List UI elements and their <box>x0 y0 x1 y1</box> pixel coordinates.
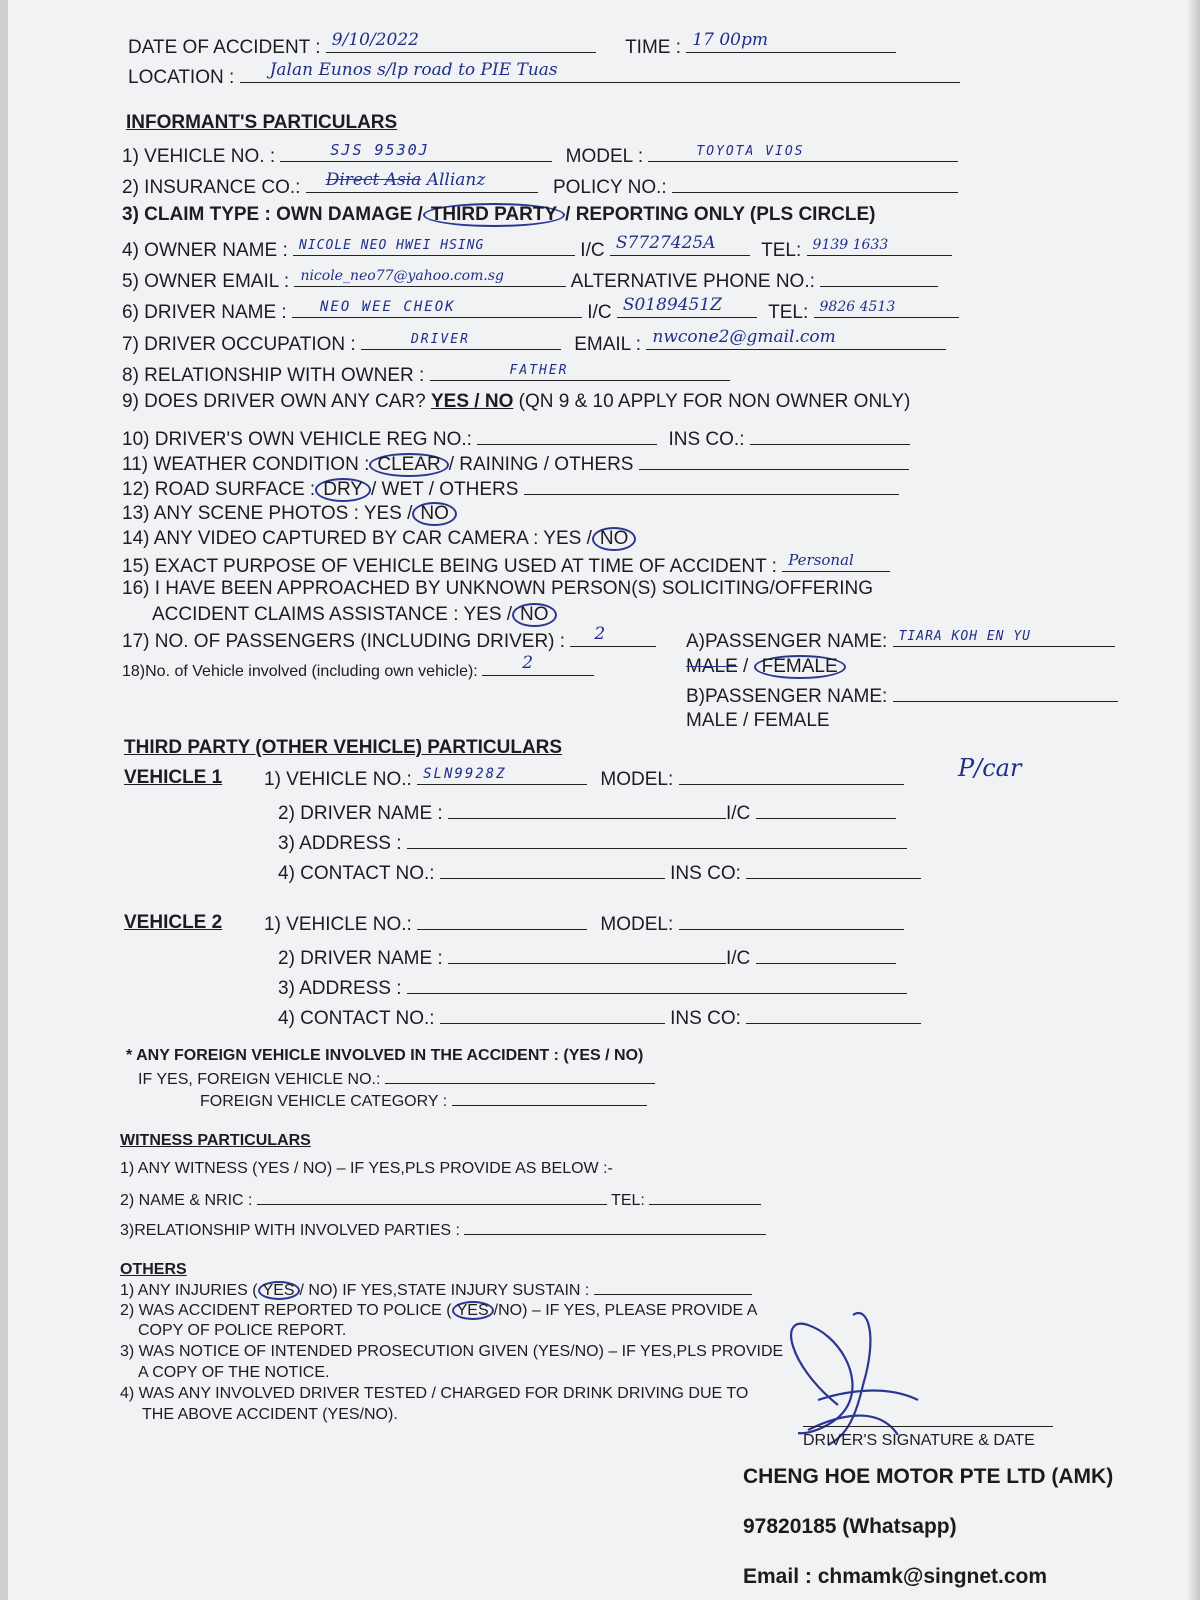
q16-line2: ACCIDENT CLAIMS ASSISTANCE : YES / NO <box>152 603 557 627</box>
passenger-b-gender[interactable]: MALE / FEMALE <box>686 710 830 731</box>
location-field[interactable]: Jalan Eunos s/lp road to PIE Tuas <box>240 64 960 83</box>
others-q3-line2: A COPY OF THE NOTICE. <box>138 1364 330 1381</box>
driver-name-field[interactable]: NEO WEE CHEOK <box>292 299 582 318</box>
others-heading: OTHERS <box>120 1261 187 1278</box>
vehicle2-address-row: 3) ADDRESS : <box>278 975 907 1000</box>
vehicle2-contact-row: 4) CONTACT NO.: INS CO: <box>278 1005 921 1030</box>
date-row: DATE OF ACCIDENT : 9/10/2022 TIME : 17 00pm <box>128 34 896 59</box>
vehicle1-ic-field[interactable] <box>756 800 896 819</box>
owner-email-row: 5) OWNER EMAIL : nicole_neo77@yahoo.com.sg ALTERNATIVE PHONE NO.: <box>122 268 938 293</box>
weather-selected[interactable]: CLEAR <box>369 453 448 477</box>
driver-email-field[interactable]: nwcone2@gmail.com <box>646 331 946 350</box>
road-surface-selected[interactable]: DRY <box>315 478 371 502</box>
others-q4-line2: THE ABOVE ACCIDENT (YES/NO). <box>142 1406 398 1423</box>
driver-row: 6) DRIVER NAME : NEO WEE CHEOK I/C S0189451Z TEL: 9826 4513 <box>122 299 959 324</box>
third-party-heading: THIRD PARTY (OTHER VEHICLE) PARTICULARS <box>124 737 563 758</box>
witness-heading: WITNESS PARTICULARS <box>120 1132 311 1149</box>
time-field[interactable]: 17 00pm <box>686 34 896 53</box>
date-field[interactable]: 9/10/2022 <box>326 34 596 53</box>
vehicle2-address-field[interactable] <box>407 975 907 994</box>
occupation-field[interactable]: DRIVER <box>361 331 561 350</box>
vehicle1-address-row: 3) ADDRESS : <box>278 830 907 855</box>
q15-row: 15) EXACT PURPOSE OF VEHICLE BEING USED AT TIME OF ACCIDENT : Personal <box>122 553 890 578</box>
claim-type-row: 3) CLAIM TYPE : OWN DAMAGE / THIRD PARTY / REPORTING ONLY (PLS CIRCLE) <box>122 204 876 225</box>
insurance-row: 2) INSURANCE CO.: Direct Asia Allianz POLICY NO.: <box>122 174 958 199</box>
purpose-field[interactable]: Personal <box>782 553 890 572</box>
vehicle2-contact-field[interactable] <box>440 1005 665 1024</box>
others-q2-line2: COPY OF POLICE REPORT. <box>138 1322 347 1339</box>
vehicle2-driver-field[interactable] <box>448 945 726 964</box>
vehicle1-no-row: 1) VEHICLE NO.: SLN9928Z MODEL: <box>264 766 904 791</box>
witness-q2-row: 2) NAME & NRIC : TEL: <box>120 1190 761 1210</box>
solicit-selected[interactable]: NO <box>512 603 557 627</box>
vehicle1-driver-row: 2) DRIVER NAME : I/C <box>278 800 896 825</box>
relationship-field[interactable]: FATHER <box>430 362 730 381</box>
location-row: LOCATION : Jalan Eunos s/lp road to PIE Tuas <box>128 64 960 89</box>
signature-label: DRIVER'S SIGNATURE & DATE <box>803 1432 1035 1449</box>
vehicle1-driver-field[interactable] <box>448 800 726 819</box>
video-selected[interactable]: NO <box>592 527 637 551</box>
vehicle1-contact-row: 4) CONTACT NO.: INS CO: <box>278 860 921 885</box>
vehicle-no-field[interactable]: SJS 9530J <box>280 143 552 162</box>
owner-tel-field[interactable]: 9139 1633 <box>807 237 952 256</box>
witness-relationship-field[interactable] <box>464 1220 766 1235</box>
owner-row: 4) OWNER NAME : NICOLE NEO HWEI HSING I/C S7727425A TEL: 9139 1633 <box>122 237 952 262</box>
q17-row: 17) NO. OF PASSENGERS (INCLUDING DRIVER) : 2 <box>122 628 656 653</box>
vehicle2-driver-row: 2) DRIVER NAME : I/C <box>278 945 896 970</box>
owner-ic-field[interactable]: S7727425A <box>610 237 750 256</box>
q14-row: 14) ANY VIDEO CAPTURED BY CAR CAMERA : YES / NO <box>122 527 636 551</box>
company-whatsapp: 97820185 (Whatsapp) <box>743 1515 957 1538</box>
q12-row: 12) ROAD SURFACE : DRY / WET / OTHERS <box>122 476 899 502</box>
foreign-vehicle-no-row: IF YES, FOREIGN VEHICLE NO.: <box>138 1069 655 1089</box>
vehicle2-model-field[interactable] <box>679 911 904 930</box>
foreign-category-row: FOREIGN VEHICLE CATEGORY : <box>200 1091 647 1111</box>
occupation-row: 7) DRIVER OCCUPATION : DRIVER EMAIL : nwcone2@gmail.com <box>122 331 946 356</box>
vehicle1-contact-field[interactable] <box>440 860 665 879</box>
driver-tel-field[interactable]: 9826 4513 <box>814 299 959 318</box>
witness-tel-field[interactable] <box>649 1190 761 1205</box>
vehicle2-no-row: 1) VEHICLE NO.: MODEL: <box>264 911 904 936</box>
foreign-vehicle-no-field[interactable] <box>385 1069 655 1084</box>
foreign-vehicle-question: * ANY FOREIGN VEHICLE INVOLVED IN THE ACCIDENT : (YES / NO) <box>126 1047 644 1064</box>
own-vehicle-reg-field[interactable] <box>477 426 657 445</box>
vehicle1-ins-field[interactable] <box>746 860 921 879</box>
foreign-category-field[interactable] <box>452 1091 647 1106</box>
accident-report-form <box>8 0 1192 1600</box>
injuries-selected[interactable]: YES <box>258 1281 300 1300</box>
vehicle1-address-field[interactable] <box>407 830 907 849</box>
passenger-b-name-field[interactable] <box>893 683 1118 702</box>
relationship-row: 8) RELATIONSHIP WITH OWNER : FATHER <box>122 362 730 387</box>
passenger-a-name-field[interactable]: TIARA KOH EN YU <box>893 628 1115 647</box>
owner-email-field[interactable]: nicole_neo77@yahoo.com.sg <box>294 268 566 287</box>
signature-line <box>803 1426 1053 1427</box>
claim-type-selected[interactable]: THIRD PARTY <box>423 203 565 227</box>
company-name: CHENG HOE MOTOR PTE LTD (AMK) <box>743 1465 1114 1488</box>
vehicle1-label: VEHICLE 1 <box>124 767 223 788</box>
injury-sustain-field[interactable] <box>594 1280 752 1295</box>
company-email: Email : chmamk@singnet.com <box>743 1565 1048 1588</box>
vehicle2-no-field[interactable] <box>417 911 587 930</box>
witness-name-field[interactable] <box>257 1190 607 1205</box>
side-note-handwritten: P/car <box>958 754 1022 782</box>
vehicle1-no-field[interactable]: SLN9928Z <box>417 766 587 785</box>
police-report-selected[interactable]: YES <box>452 1301 494 1320</box>
vehicle2-ic-field[interactable] <box>756 945 896 964</box>
owner-name-field[interactable]: NICOLE NEO HWEI HSING <box>293 237 575 256</box>
vehicles-count-field[interactable]: 2 <box>482 657 594 676</box>
model-field[interactable]: TOYOTA VIOS <box>648 143 958 162</box>
insurance-field[interactable]: Direct Asia Allianz <box>306 174 538 193</box>
q11-row: 11) WEATHER CONDITION : CLEAR / RAINING / OTHERS <box>122 451 909 477</box>
informant-heading: INFORMANT'S PARTICULARS <box>126 112 398 133</box>
vehicle-row: 1) VEHICLE NO. : SJS 9530J MODEL : TOYOTA VIOS <box>122 143 958 168</box>
q9-options[interactable]: YES / NO <box>431 391 514 412</box>
road-other-field[interactable] <box>524 476 899 495</box>
scene-photos-selected[interactable]: NO <box>412 502 457 526</box>
q16-line1: 16) I HAVE BEEN APPROACHED BY UNKNOWN PERSON(S) SOLICITING/OFFERING <box>122 578 873 599</box>
others-q3: 3) WAS NOTICE OF INTENDED PROSECUTION GIVEN (YES/NO) – IF YES,PLS PROVIDE <box>120 1343 784 1360</box>
policy-field[interactable] <box>672 174 958 193</box>
passengers-count-field[interactable]: 2 <box>570 628 656 647</box>
vehicle1-model-field[interactable] <box>679 766 904 785</box>
witness-q1: 1) ANY WITNESS (YES / NO) – IF YES,PLS PROVIDE AS BELOW :- <box>120 1160 613 1177</box>
passenger-a-row: A)PASSENGER NAME: TIARA KOH EN YU <box>686 628 1115 653</box>
q9-row: 9) DOES DRIVER OWN ANY CAR? YES / NO (QN 9 & 10 APPLY FOR NON OWNER ONLY) <box>122 391 911 412</box>
q18-row: 18)No. of Vehicle involved (including own vehicle): 2 <box>122 657 594 681</box>
passenger-b-row: B)PASSENGER NAME: <box>686 683 1118 708</box>
weather-other-field[interactable] <box>639 451 909 470</box>
driver-ic-field[interactable]: S0189451Z <box>617 299 757 318</box>
passenger-a-gender-selected[interactable]: FEMALE <box>754 655 846 679</box>
q13-row: 13) ANY SCENE PHOTOS : YES / NO <box>122 502 457 526</box>
others-q1: 1) ANY INJURIES ( YES / NO) IF YES,STATE INJURY SUSTAIN : <box>120 1280 752 1300</box>
vehicle2-ins-field[interactable] <box>746 1005 921 1024</box>
others-q2: 2) WAS ACCIDENT REPORTED TO POLICE ( YES /NO) – IF YES, PLEASE PROVIDE A <box>120 1302 758 1319</box>
vehicle2-label: VEHICLE 2 <box>124 912 223 933</box>
own-ins-co-field[interactable] <box>750 426 910 445</box>
passenger-a-gender: MALE / FEMALE <box>686 655 846 679</box>
others-q4: 4) WAS ANY INVOLVED DRIVER TESTED / CHARGED FOR DRINK DRIVING DUE TO <box>120 1385 749 1402</box>
page-edge-shadow <box>1188 0 1200 1600</box>
q10-row: 10) DRIVER'S OWN VEHICLE REG NO.: INS CO.: <box>122 426 910 451</box>
alt-phone-field[interactable] <box>820 268 938 287</box>
witness-q3-row: 3)RELATIONSHIP WITH INVOLVED PARTIES : <box>120 1220 766 1240</box>
